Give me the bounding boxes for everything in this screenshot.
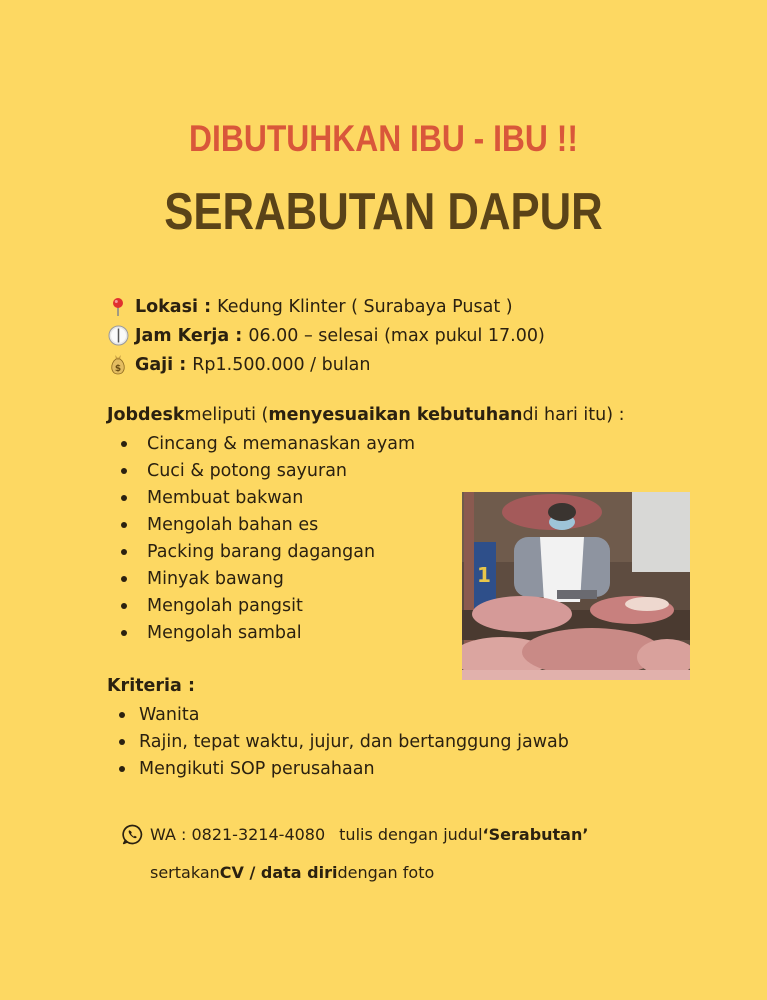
whatsapp-icon	[122, 824, 143, 845]
headline: DIBUTUHKAN IBU - IBU !!	[189, 118, 578, 159]
contact-line-2	[150, 858, 588, 886]
kriteria-title: Kriteria :	[107, 676, 195, 696]
jobdesk-intro-text-end: di hari itu) :	[522, 405, 625, 425]
list-item	[107, 755, 569, 782]
cv-instruction-bold: CV / data diri	[219, 862, 338, 882]
bullet-icon	[121, 603, 127, 609]
subject-instruction: tulis dengan judul	[339, 824, 483, 844]
list-item	[107, 430, 625, 457]
contact-line-1	[122, 820, 588, 848]
hours-value: 06.00 – selesai (max pukul 17.00)	[248, 325, 545, 346]
salary-label: Gaji :	[135, 354, 187, 375]
cv-instruction-end: dengan foto	[337, 862, 435, 882]
kriteria-list	[107, 701, 569, 782]
salary-value: Rp1.500.000 / bulan	[192, 354, 371, 375]
subheadline: SERABUTAN DAPUR	[164, 183, 603, 241]
whatsapp-number: WA : 0821-3214-4080	[150, 824, 326, 844]
info-location	[107, 292, 545, 321]
jobdesk-title: Jobdesk	[107, 405, 185, 425]
list-item-text: Mengolah sambal	[147, 622, 302, 643]
list-item	[107, 728, 569, 755]
list-item-text: Mengikuti SOP perusahaan	[139, 758, 375, 779]
bullet-icon	[121, 495, 127, 501]
jobdesk-intro-bold: menyesuaikan kebutuhan	[268, 405, 523, 425]
bullet-icon	[121, 468, 127, 474]
svg-text:$: $	[114, 364, 122, 374]
money-bag-icon	[107, 354, 129, 376]
butcher-photo	[462, 492, 690, 680]
bullet-icon	[121, 549, 127, 555]
bullet-icon	[121, 441, 127, 447]
kriteria-section	[107, 671, 569, 782]
list-item-text: Wanita	[139, 704, 200, 725]
location-label: Lokasi :	[135, 296, 212, 317]
info-salary	[107, 350, 545, 379]
list-item-text: Mengolah pangsit	[147, 595, 303, 616]
jobdesk-intro	[107, 400, 625, 430]
list-item-text: Cincang & memanaskan ayam	[147, 433, 416, 454]
hours-label: Jam Kerja :	[135, 325, 243, 346]
bullet-icon	[119, 766, 125, 772]
location-value: Kedung Klinter ( Surabaya Pusat )	[217, 296, 513, 317]
contact-section	[122, 820, 588, 886]
list-item	[107, 457, 625, 484]
subject-title: ‘Serabutan’	[482, 824, 589, 844]
bullet-icon	[121, 522, 127, 528]
list-item-text: Membuat bakwan	[147, 487, 304, 508]
clock-icon	[107, 325, 129, 347]
list-item	[107, 701, 569, 728]
svg-text:1: 1	[477, 563, 491, 587]
jobdesk-intro-text: meliputi (	[184, 405, 269, 425]
list-item-text: Rajin, tepat waktu, jujur, dan bertanggung jawab	[139, 731, 569, 752]
list-item-text: Packing barang dagangan	[147, 541, 376, 562]
list-item-text: Mengolah bahan es	[147, 514, 319, 535]
list-item-text: Minyak bawang	[147, 568, 284, 589]
bullet-icon	[119, 712, 125, 718]
info-hours	[107, 321, 545, 350]
bullet-icon	[121, 576, 127, 582]
list-item-text: Cuci & potong sayuran	[147, 460, 348, 481]
pin-icon	[107, 296, 129, 318]
bullet-icon	[119, 739, 125, 745]
cv-instruction: sertakan	[150, 862, 220, 882]
bullet-icon	[121, 630, 127, 636]
job-info	[107, 292, 545, 379]
